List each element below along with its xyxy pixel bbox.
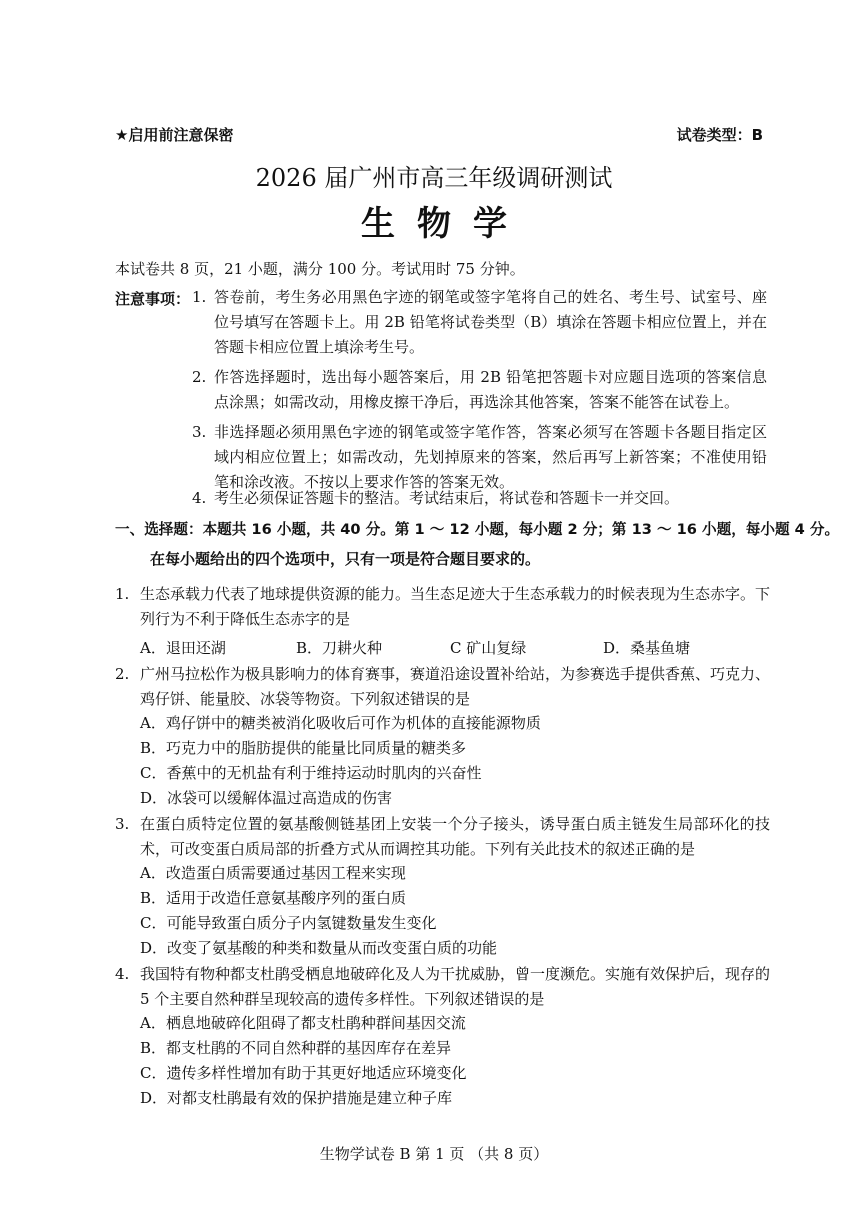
option-a: A．改造蛋白质需要通过基因工程来实现	[140, 864, 406, 882]
notice-item-text: 答卷前，考生务必用黑色字迹的钢笔或签字笔将自己的姓名、考生号、试室号、座位号填写在答题卡上。用 2B 铅笔将试卷类型（B）填涂在答题卡相应位置上，并在答题卡相应位置上填涂考生号。	[214, 288, 767, 356]
question-number: 4.	[115, 965, 130, 983]
option-a: A．栖息地破碎化阻碍了都支杜鹃种群间基因交流	[140, 1014, 466, 1032]
notice-item	[192, 365, 767, 415]
question-stem: 我国特有物种都支杜鹃受栖息地破碎化及人为干扰威胁，曾一度濒危。实施有效保护后，现存的 5 个主要自然种群呈现较高的遗传多样性。下列叙述错误的是	[140, 965, 771, 1008]
question-4	[115, 962, 770, 1012]
section-heading-cont: 在每小题给出的四个选项中，只有一项是符合题目要求的。	[150, 550, 541, 568]
exam-title: 2026 届广州市高三年级调研测试	[255, 164, 613, 192]
notice-item-text: 非选择题必须用黑色字迹的钢笔或签字笔作答，答案必须写在答题卡各题目指定区域内相应位置上；如需改动，先划掉原来的答案，然后再写上新答案；不准使用铅笔和涂改液。不按以上要求作答的答案无效。	[214, 423, 767, 491]
option-d: D．桑基鱼塘	[603, 639, 691, 657]
section-heading: 一、选择题：本题共 16 小题，共 40 分。第 1 ～ 12 小题，每小题 2 分；第 13 ～ 16 小题，每小题 4 分。	[115, 521, 840, 538]
option-c: C．香蕉中的无机盐有利于维持运动时肌肉的兴奋性	[140, 764, 482, 782]
option-c: C 矿山复绿	[450, 639, 527, 657]
question-number: 3.	[115, 815, 130, 833]
question-stem: 生态承载力代表了地球提供资源的能力。当生态足迹大于生态承载力的时候表现为生态赤字。下列行为不利于降低生态赤字的是	[140, 585, 771, 628]
question-1	[115, 582, 770, 632]
option-c: C．遗传多样性增加有助于其更好地适应环境变化	[140, 1064, 467, 1082]
question-number: 2.	[115, 665, 130, 683]
notice-item-number: 4.	[192, 489, 207, 507]
option-a: A．鸡仔饼中的糖类被消化吸收后可作为机体的直接能源物质	[140, 714, 541, 732]
exam-intro: 本试卷共 8 页，21 小题，满分 100 分。考试用时 75 分钟。	[115, 260, 525, 278]
option-a: A．退田还湖	[140, 639, 226, 657]
option-b: B．刀耕火种	[296, 639, 383, 657]
notice-item-number: 2.	[192, 368, 207, 386]
notice-item-text: 考生必须保证答题卡的整洁。考试结束后，将试卷和答题卡一并交回。	[214, 489, 680, 507]
question-number: 1.	[115, 585, 130, 603]
option-d: D．冰袋可以缓解体温过高造成的伤害	[140, 789, 393, 807]
question-stem: 广州马拉松作为极具影响力的体育赛事，赛道沿途设置补给站，为参赛选手提供香蕉、巧克力、鸡仔饼、能量胶、冰袋等物资。下列叙述错误的是	[140, 665, 771, 708]
option-d: D．改变了氨基酸的种类和数量从而改变蛋白质的功能	[140, 939, 498, 957]
option-d: D．对都支杜鹃最有效的保护措施是建立种子库	[140, 1089, 453, 1107]
option-b: B．都支杜鹃的不同自然种群的基因库存在差异	[140, 1039, 452, 1057]
notice-item	[192, 285, 767, 360]
question-stem: 在蛋白质特定位置的氨基酸侧链基团上安装一个分子接头，诱导蛋白质主链发生局部环化的技术，可改变蛋白质局部的折叠方式从而调控其功能。下列有关此技术的叙述正确的是	[140, 815, 770, 858]
option-b: B．适用于改造任意氨基酸序列的蛋白质	[140, 889, 407, 907]
notice-item-number: 1.	[192, 288, 207, 306]
question-2	[115, 662, 770, 712]
confidential-notice: ★启用前注意保密	[115, 126, 234, 144]
question-3	[115, 812, 770, 862]
option-b: B．巧克力中的脂肪提供的能量比同质量的糖类多	[140, 739, 467, 757]
page-footer: 生物学试卷 B 第 1 页 （共 8 页）	[319, 1145, 549, 1163]
subject-title: 生物学	[361, 204, 529, 244]
notice-item	[192, 420, 767, 495]
notice-item-text: 作答选择题时，选出每小题答案后，用 2B 铅笔把答题卡对应题目选项的答案信息点涂黑；如需改动，用橡皮擦干净后，再选涂其他答案，答案不能答在试卷上。	[214, 368, 767, 411]
notice-label: 注意事项：	[115, 290, 191, 308]
option-c: C．可能导致蛋白质分子内氢键数量发生变化	[140, 914, 437, 932]
notice-item	[192, 486, 767, 511]
notice-item-number: 3.	[192, 423, 207, 441]
paper-type: 试卷类型：B	[676, 126, 763, 144]
